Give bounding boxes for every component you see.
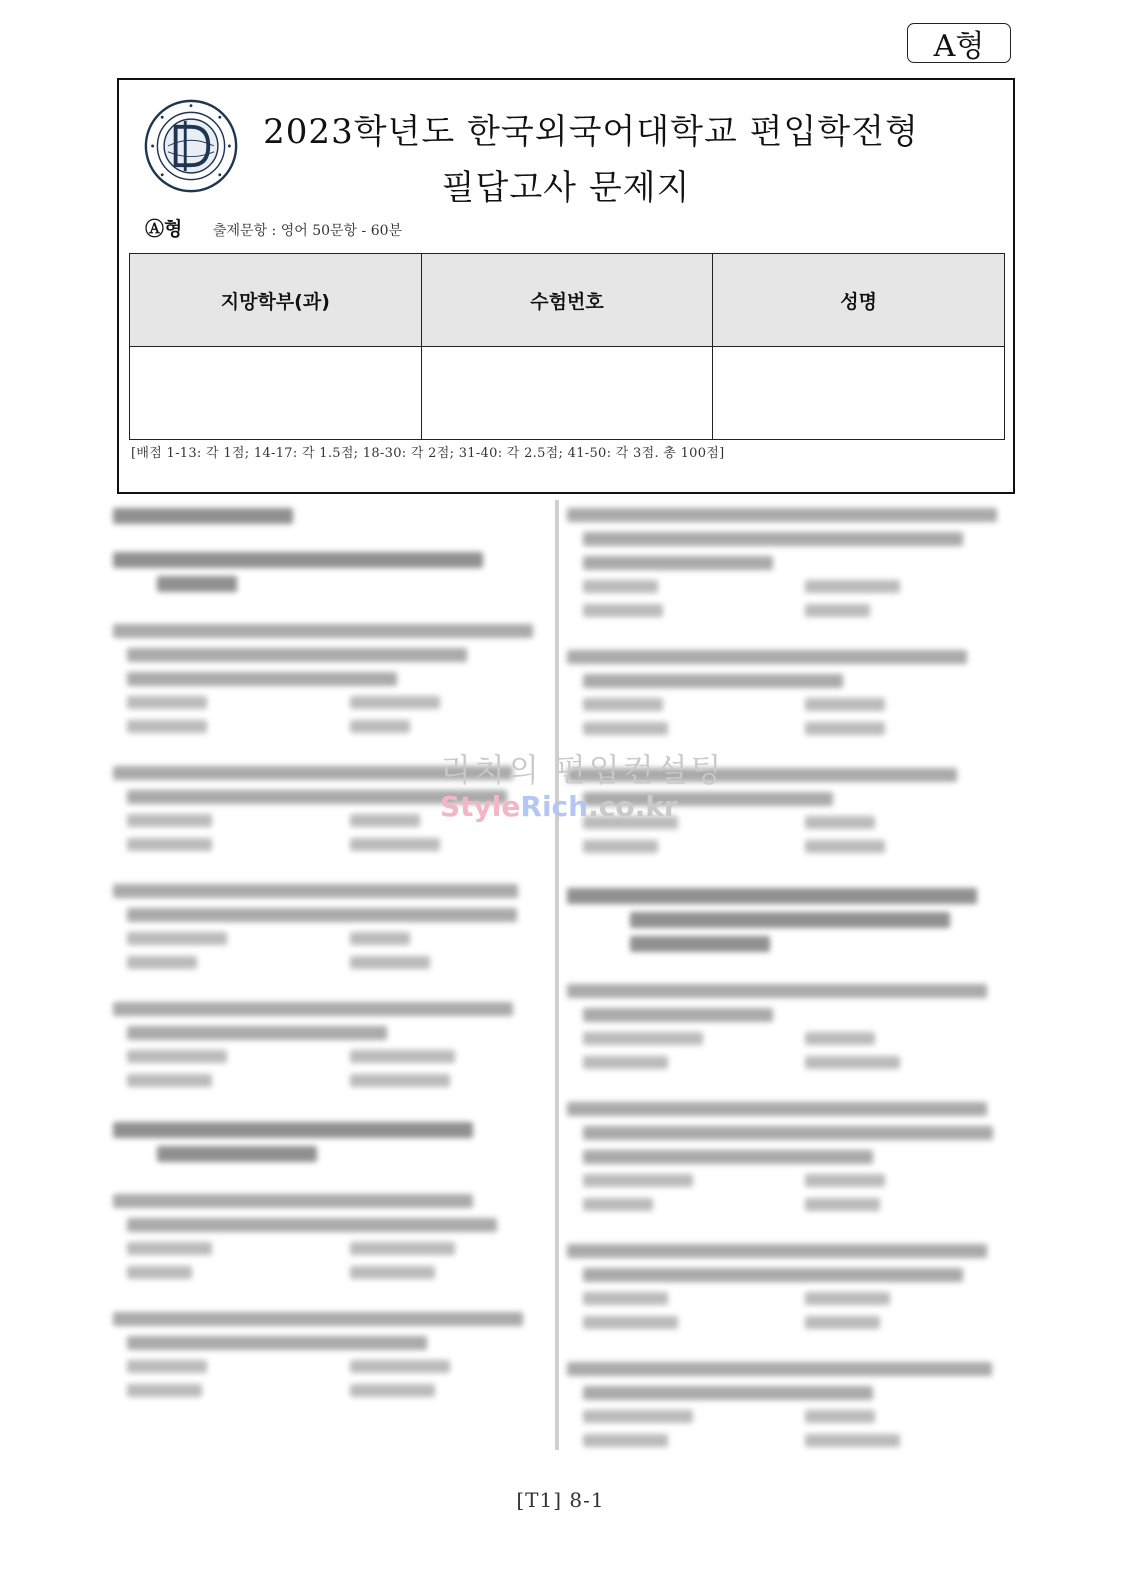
watermark-style: Style <box>440 790 521 823</box>
applicant-info-table <box>129 253 1005 440</box>
exam-number-field[interactable] <box>421 347 713 440</box>
exam-type-badge: A형 <box>907 23 1011 63</box>
exam-header <box>117 78 1015 494</box>
header-exam-number: 수험번호 <box>421 254 713 347</box>
watermark-domain: .co.kr <box>588 790 678 823</box>
exam-type-label: Ⓐ형 <box>145 218 183 240</box>
exam-title-line2: 필답고사 문제지 <box>441 168 691 208</box>
exam-info: 출제문항 : 영어 50문항 - 60분 <box>213 223 403 239</box>
score-allocation-note: [배점 1-13: 각 1점; 14-17: 각 1.5점; 18-30: 각 2점; 31-40: 각 2.5점; 41-50: 각 3점. 총 100점] <box>131 446 725 461</box>
page-number: [T1] 8-1 <box>516 1488 605 1512</box>
header-name: 성명 <box>713 254 1005 347</box>
watermark-text: 리치의 편입컨설팅 <box>440 751 725 789</box>
name-field[interactable] <box>713 347 1005 440</box>
watermark-rich: Rich <box>520 790 589 823</box>
header-department: 지망학부(과) <box>130 254 422 347</box>
exam-title-line1: 2023학년도 한국외국어대학교 편입학전형 <box>263 112 919 152</box>
department-field[interactable] <box>130 347 422 440</box>
blurred-questions <box>105 500 1015 1460</box>
watermark-url <box>440 790 678 823</box>
